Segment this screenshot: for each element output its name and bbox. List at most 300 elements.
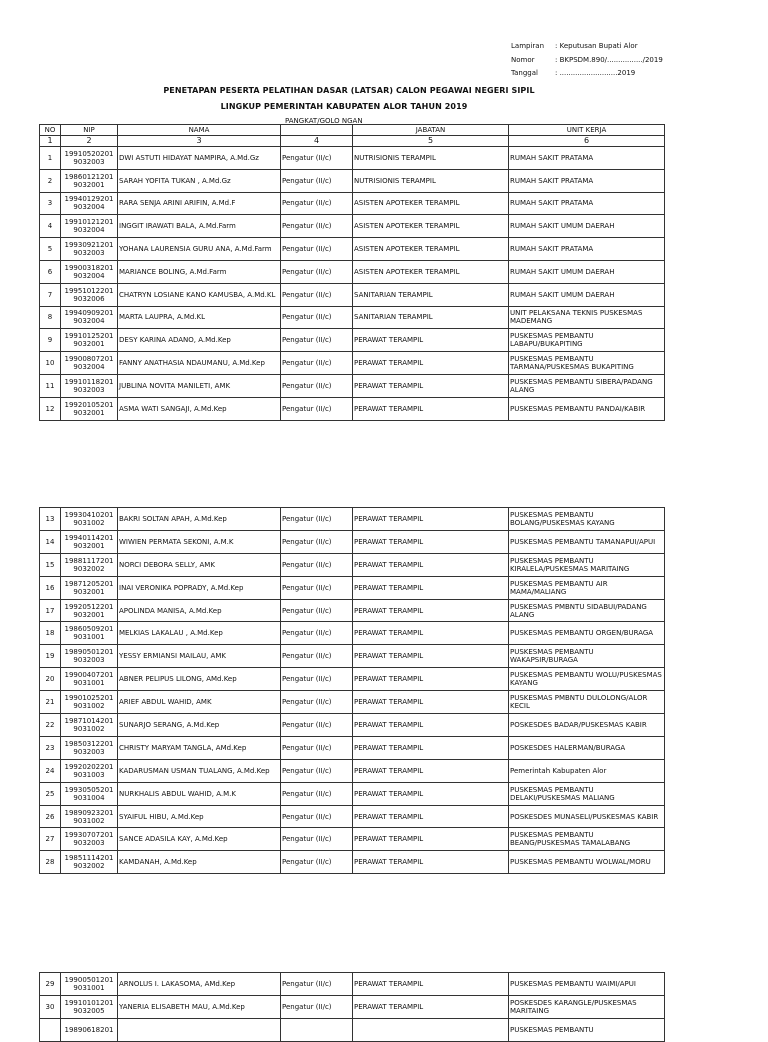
row-nip-line-2: 9032005	[73, 1007, 105, 1015]
row-pangkat: Pengatur (II/c)	[281, 329, 353, 352]
row-unit-kerja: POSKESDES BADAR/PUSKESMAS KABIR	[509, 714, 665, 737]
row-no: 27	[40, 828, 61, 851]
row-pangkat: Pengatur (II/c)	[281, 645, 353, 668]
row-nip-line-1: 19850312201	[64, 739, 114, 748]
row-unit-kerja: POSKESDES MUNASELI/PUSKESMAS KABIR	[509, 805, 665, 828]
row-unit-kerja: PUSKESMAS PEMBANTU TARMANA/PUSKESMAS BUKAPITING	[509, 352, 665, 375]
column-number-row	[40, 136, 665, 147]
table-row	[40, 169, 665, 192]
row-no: 24	[40, 759, 61, 782]
row-jabatan: PERAWAT TERAMPIL	[353, 691, 509, 714]
row-pangkat: Pengatur (II/c)	[281, 805, 353, 828]
row-unit-kerja: PUSKESMAS PEMBANTU WAIMI/APUI	[509, 973, 665, 996]
row-nip-line-2: 9032004	[73, 203, 105, 212]
row-nip-line-2: 9031003	[73, 770, 105, 779]
row-nama: INAI VERONIKA POPRADY, A.Md.Kep	[118, 576, 281, 599]
row-no: 29	[40, 973, 61, 996]
table-row	[40, 714, 665, 737]
row-unit-kerja: PUSKESMAS PEMBANTU SIBERA/PADANG ALANG	[509, 374, 665, 397]
row-jabatan: PERAWAT TERAMPIL	[353, 530, 509, 553]
row-nip-line-1: 19920512201	[64, 602, 114, 611]
row-nip	[61, 397, 118, 420]
row-no: 17	[40, 599, 61, 622]
column-number: 5	[353, 136, 509, 147]
row-nip	[61, 622, 118, 645]
row-nama: CHATRYN LOSIANE KANO KAMUSBA, A.Md.KL	[118, 283, 281, 306]
row-nip	[61, 645, 118, 668]
column-header-pangkat	[281, 117, 363, 136]
row-nip	[61, 215, 118, 238]
row-jabatan	[353, 1019, 509, 1042]
participants-table-section-1	[39, 117, 665, 421]
table-row	[40, 306, 665, 329]
row-nip	[61, 169, 118, 192]
row-unit-kerja: PUSKESMAS PEMBANTU BOLANG/PUSKESMAS KAYANG	[509, 508, 665, 531]
row-nip-line-2: 9031002	[73, 518, 105, 527]
row-nama: MELKIAS LAKALAU , A.Md.Kep	[118, 622, 281, 645]
row-pangkat: Pengatur (II/c)	[281, 530, 353, 553]
row-nip-line-2: 9031002	[73, 724, 105, 733]
row-nama: MARIANCE BOLING, A.Md.Farm	[118, 260, 281, 283]
column-header-unit-kerja: UNIT KERJA	[509, 125, 665, 136]
row-no: 2	[40, 169, 61, 192]
row-jabatan: PERAWAT TERAMPIL	[353, 645, 509, 668]
row-nama: RARA SENJA ARINI ARIFIN, A.Md.F	[118, 192, 281, 215]
lampiran-label: Lampiran	[511, 42, 545, 50]
row-pangkat: Pengatur (II/c)	[281, 374, 353, 397]
row-jabatan: PERAWAT TERAMPIL	[353, 508, 509, 531]
row-nip	[61, 238, 118, 261]
row-nip-line-1: 19900318201	[64, 263, 114, 272]
row-pangkat: Pengatur (II/c)	[281, 397, 353, 420]
row-nip-line-1: 19851114201	[64, 854, 114, 863]
row-pangkat	[281, 1019, 353, 1042]
table-row	[40, 283, 665, 306]
table-row	[40, 691, 665, 714]
document-title-line-1: PENETAPAN PESERTA PELATIHAN DASAR (LATSAR) CALON PEGAWAI NEGERI SIPIL	[163, 86, 535, 95]
row-nip-line-1: 19910520201	[64, 149, 114, 158]
tanggal-value: : ..........................2019	[555, 69, 636, 77]
row-jabatan: ASISTEN APOTEKER TERAMPIL	[353, 192, 509, 215]
row-jabatan: PERAWAT TERAMPIL	[353, 714, 509, 737]
row-nip-line-2: 9032001	[73, 408, 105, 417]
row-pangkat: Pengatur (II/c)	[281, 553, 353, 576]
table-row	[40, 329, 665, 352]
row-nip-line-1: 19940129201	[64, 195, 114, 204]
row-no: 30	[40, 996, 61, 1019]
row-nip-line-2: 9031004	[73, 793, 105, 802]
row-jabatan: NUTRISIONIS TERAMPIL	[353, 169, 509, 192]
table-row	[40, 352, 665, 375]
row-nama: NURKHALIS ABDUL WAHID, A.M.K	[118, 782, 281, 805]
row-pangkat: Pengatur (II/c)	[281, 508, 353, 531]
row-unit-kerja: RUMAH SAKIT PRATAMA	[509, 192, 665, 215]
row-nip-line-1: 19930505201	[64, 785, 114, 794]
row-nama: ASMA WATI SANGAJI, A.Md.Kep	[118, 397, 281, 420]
row-nip-line-2: 9031002	[73, 816, 105, 825]
row-nip	[61, 973, 118, 996]
row-unit-kerja: PUSKESMAS PEMBANTU WOLU/PUSKESMAS KAYANG	[509, 668, 665, 691]
row-unit-kerja: POSKESDES KARANGLE/PUSKESMAS MARITAING	[509, 996, 665, 1019]
row-nip-line-2: 9031002	[73, 702, 105, 711]
column-header-nip: NIP	[61, 125, 118, 136]
row-no: 28	[40, 851, 61, 874]
row-nama: CHRISTY MARYAM TANGLA, AMd.Kep	[118, 736, 281, 759]
row-nip-line-1: 19881117201	[64, 556, 114, 565]
row-pangkat: Pengatur (II/c)	[281, 828, 353, 851]
table-header-row	[40, 125, 665, 136]
row-nip-line-2: 9032003	[73, 747, 105, 756]
row-nip-line-2: 9032001	[73, 541, 105, 550]
row-nip	[61, 283, 118, 306]
row-nip	[61, 805, 118, 828]
row-unit-kerja: Pemerintah Kabupaten Alor	[509, 759, 665, 782]
row-nama: JUBLINA NOVITA MANILETI, AMK	[118, 374, 281, 397]
row-nama: ABNER PELIPUS LILONG, AMd.Kep	[118, 668, 281, 691]
row-nip-line-2: 9032004	[73, 271, 105, 280]
table-row	[40, 374, 665, 397]
row-nama	[118, 1019, 281, 1042]
row-nip-line-1: 19900807201	[64, 355, 114, 364]
tanggal-label: Tanggal	[511, 69, 538, 77]
row-jabatan: PERAWAT TERAMPIL	[353, 668, 509, 691]
row-nip	[61, 668, 118, 691]
row-no: 26	[40, 805, 61, 828]
row-nip-line-1: 19920202201	[64, 762, 114, 771]
row-no: 20	[40, 668, 61, 691]
column-header-no: NO	[40, 125, 61, 136]
decree-reference-block	[511, 40, 663, 81]
row-pangkat: Pengatur (II/c)	[281, 283, 353, 306]
row-nip-line-1: 19890923201	[64, 808, 114, 817]
row-nip	[61, 530, 118, 553]
row-no: 5	[40, 238, 61, 261]
row-unit-kerja: PUSKESMAS PEMBANTU PANDAI/KABIR	[509, 397, 665, 420]
table-row	[40, 645, 665, 668]
column-number: 2	[61, 136, 118, 147]
table-row	[40, 805, 665, 828]
row-no: 11	[40, 374, 61, 397]
column-number: 6	[509, 136, 665, 147]
table-row	[40, 192, 665, 215]
row-nama: APOLINDA MANISA, A.Md.Kep	[118, 599, 281, 622]
row-unit-kerja: PUSKESMAS PEMBANTU WAKAPSIR/BURAGA	[509, 645, 665, 668]
row-no: 12	[40, 397, 61, 420]
nomor-row	[511, 54, 663, 68]
row-unit-kerja: PUSKESMAS PEMBANTU KIRALELA/PUSKESMAS MARITAING	[509, 553, 665, 576]
row-unit-kerja: PUSKESMAS PEMBANTU TAMANAPUI/APUI	[509, 530, 665, 553]
row-pangkat: Pengatur (II/c)	[281, 973, 353, 996]
row-pangkat: Pengatur (II/c)	[281, 782, 353, 805]
row-nip	[61, 352, 118, 375]
row-pangkat: Pengatur (II/c)	[281, 352, 353, 375]
row-nip	[61, 851, 118, 874]
row-nip-line-2: 9032004	[73, 317, 105, 326]
row-jabatan: SANITARIAN TERAMPIL	[353, 306, 509, 329]
row-nip	[61, 759, 118, 782]
row-jabatan: ASISTEN APOTEKER TERAMPIL	[353, 238, 509, 261]
row-no: 18	[40, 622, 61, 645]
row-nip-line-1: 19910121201	[64, 218, 114, 227]
row-nip-line-1: 19940114201	[64, 533, 114, 542]
row-nip	[61, 147, 118, 170]
row-nip-line-1: 19900407201	[64, 671, 114, 680]
row-nip-line-2: 9032001	[73, 587, 105, 596]
table-row	[40, 973, 665, 996]
row-nip-line-2: 9032003	[73, 839, 105, 848]
row-no: 19	[40, 645, 61, 668]
row-nip-line-1: 19940909201	[64, 309, 114, 318]
row-unit-kerja: PUSKESMAS PMBNTU DULOLONG/ALOR KECIL	[509, 691, 665, 714]
row-unit-kerja: RUMAH SAKIT UMUM DAERAH	[509, 215, 665, 238]
row-nama: SARAH YOFITA TUKAN , A.Md.Gz	[118, 169, 281, 192]
row-nip-line-1: 19930410201	[64, 510, 114, 519]
table-row	[40, 759, 665, 782]
row-nip-line-2: 9032004	[73, 226, 105, 235]
row-nip	[61, 374, 118, 397]
row-nip-line-2: 9031001	[73, 679, 105, 688]
table-row	[40, 553, 665, 576]
table-row	[40, 397, 665, 420]
row-jabatan: PERAWAT TERAMPIL	[353, 973, 509, 996]
nomor-value: : BKPSDM.890/................/2019	[555, 55, 663, 64]
row-nip-line-1: 19890501201	[64, 648, 114, 657]
row-nip	[61, 714, 118, 737]
row-nip-line-1: 19930707201	[64, 831, 114, 840]
table-row	[40, 260, 665, 283]
row-nip-line-1: 19930921201	[64, 241, 114, 250]
row-jabatan: ASISTEN APOTEKER TERAMPIL	[353, 215, 509, 238]
row-jabatan: PERAWAT TERAMPIL	[353, 397, 509, 420]
row-nip-line-2: 9032002	[73, 862, 105, 871]
column-number: 3	[118, 136, 281, 147]
row-unit-kerja: RUMAH SAKIT UMUM DAERAH	[509, 260, 665, 283]
row-nip	[61, 736, 118, 759]
row-unit-kerja: PUSKESMAS PEMBANTU DELAKI/PUSKESMAS MALIANG	[509, 782, 665, 805]
row-nip-line-2: 9031001	[73, 984, 105, 992]
row-nip	[61, 691, 118, 714]
row-no: 23	[40, 736, 61, 759]
row-nip	[61, 508, 118, 531]
row-nip-line-1: 19910125201	[64, 332, 114, 341]
row-nip-line-1: 19910118201	[64, 377, 114, 386]
row-jabatan: PERAWAT TERAMPIL	[353, 828, 509, 851]
table-row	[40, 238, 665, 261]
participants-table-section-3	[39, 972, 665, 1042]
row-nama: ARIEF ABDUL WAHID, AMK	[118, 691, 281, 714]
row-unit-kerja: PUSKESMAS PEMBANTU AIR MAMA/MALIANG	[509, 576, 665, 599]
row-nama: SYAIFUL HIBU, A.Md.Kep	[118, 805, 281, 828]
row-nip-line-1: 19860509201	[64, 625, 114, 634]
table-row	[40, 736, 665, 759]
row-nip	[61, 599, 118, 622]
row-jabatan: PERAWAT TERAMPIL	[353, 782, 509, 805]
column-number: 4	[281, 136, 353, 147]
row-pangkat: Pengatur (II/c)	[281, 576, 353, 599]
row-jabatan: PERAWAT TERAMPIL	[353, 622, 509, 645]
row-unit-kerja: UNIT PELAKSANA TEKNIS PUSKESMAS MADEMANG	[509, 306, 665, 329]
row-pangkat: Pengatur (II/c)	[281, 306, 353, 329]
row-jabatan: PERAWAT TERAMPIL	[353, 374, 509, 397]
row-no: 7	[40, 283, 61, 306]
row-nip-line-1: 19871205201	[64, 579, 114, 588]
row-pangkat: Pengatur (II/c)	[281, 147, 353, 170]
row-jabatan: PERAWAT TERAMPIL	[353, 805, 509, 828]
row-nip	[61, 996, 118, 1019]
row-no: 4	[40, 215, 61, 238]
row-unit-kerja: RUMAH SAKIT PRATAMA	[509, 238, 665, 261]
column-number: 1	[40, 136, 61, 147]
row-jabatan: PERAWAT TERAMPIL	[353, 996, 509, 1019]
row-nip-line-2: 9032003	[73, 157, 105, 166]
table-row	[40, 508, 665, 531]
row-pangkat: Pengatur (II/c)	[281, 736, 353, 759]
row-jabatan: PERAWAT TERAMPIL	[353, 759, 509, 782]
row-nip	[61, 329, 118, 352]
row-pangkat: Pengatur (II/c)	[281, 691, 353, 714]
row-unit-kerja: POSKESDES HALERMAN/BURAGA	[509, 736, 665, 759]
table-row	[40, 215, 665, 238]
table-row	[40, 530, 665, 553]
row-nip-line-2: 9032001	[73, 610, 105, 619]
row-nip-line-2: 9032004	[73, 363, 105, 372]
row-nama: BAKRI SOLTAN APAH, A.Md.Kep	[118, 508, 281, 531]
row-nip	[61, 828, 118, 851]
row-nama: KADARUSMAN USMAN TUALANG, A.Md.Kep	[118, 759, 281, 782]
participants-table-section-2	[39, 507, 665, 874]
row-unit-kerja: PUSKESMAS PEMBANTU LABAPU/BUKAPITING	[509, 329, 665, 352]
row-nama: SANCE ADASILA KAY, A.Md.Kep	[118, 828, 281, 851]
row-jabatan: SANITARIAN TERAMPIL	[353, 283, 509, 306]
row-nama: ARNOLUS I. LAKASOMA, AMd.Kep	[118, 973, 281, 996]
row-nama: MARTA LAUPRA, A.Md.KL	[118, 306, 281, 329]
row-unit-kerja: PUSKESMAS PEMBANTU WOLWAL/MORU	[509, 851, 665, 874]
row-unit-kerja: RUMAH SAKIT PRATAMA	[509, 147, 665, 170]
document-title-line-2: LINGKUP PEMERINTAH KABUPATEN ALOR TAHUN 2019	[220, 102, 468, 111]
table-row	[40, 996, 665, 1019]
row-jabatan: PERAWAT TERAMPIL	[353, 352, 509, 375]
table-row	[40, 1019, 665, 1042]
row-nama: DWI ASTUTI HIDAYAT NAMPIRA, A.Md.Gz	[118, 147, 281, 170]
row-nip	[61, 306, 118, 329]
row-unit-kerja: RUMAH SAKIT UMUM DAERAH	[509, 283, 665, 306]
row-pangkat: Pengatur (II/c)	[281, 759, 353, 782]
row-jabatan: PERAWAT TERAMPIL	[353, 736, 509, 759]
column-header-nama: NAMA	[118, 125, 281, 136]
row-jabatan: ASISTEN APOTEKER TERAMPIL	[353, 260, 509, 283]
table-row	[40, 668, 665, 691]
column-header-pangkat-label: PANGKAT/GOLO NGAN	[285, 117, 363, 125]
row-nip-line-2: 9032001	[73, 180, 105, 189]
row-no: 13	[40, 508, 61, 531]
row-nip-line-2: 9031001	[73, 633, 105, 642]
row-no: 3	[40, 192, 61, 215]
row-no: 8	[40, 306, 61, 329]
row-nip	[61, 192, 118, 215]
table-row	[40, 851, 665, 874]
table-row	[40, 622, 665, 645]
row-nip-line-1: 19871014201	[64, 716, 114, 725]
table-row	[40, 828, 665, 851]
row-nip-line-1: 19900501201	[64, 976, 114, 984]
row-pangkat: Pengatur (II/c)	[281, 996, 353, 1019]
row-nip-line-2: 9032002	[73, 564, 105, 573]
row-pangkat: Pengatur (II/c)	[281, 238, 353, 261]
row-unit-kerja: PUSKESMAS PEMBANTU ORGEN/BURAGA	[509, 622, 665, 645]
row-unit-kerja: RUMAH SAKIT PRATAMA	[509, 169, 665, 192]
row-jabatan: PERAWAT TERAMPIL	[353, 576, 509, 599]
row-no	[40, 1019, 61, 1042]
row-nip	[61, 782, 118, 805]
row-nip	[61, 260, 118, 283]
row-nip-line-1: 19860121201	[64, 172, 114, 181]
row-jabatan: PERAWAT TERAMPIL	[353, 599, 509, 622]
row-no: 1	[40, 147, 61, 170]
row-nip	[61, 1019, 118, 1042]
tanggal-row	[511, 67, 663, 81]
row-nip	[61, 553, 118, 576]
nomor-label: Nomor	[511, 55, 535, 64]
row-nama: INGGIT IRAWATI BALA, A.Md.Farm	[118, 215, 281, 238]
row-no: 6	[40, 260, 61, 283]
row-unit-kerja: PUSKESMAS PEMBANTU	[509, 1019, 665, 1042]
row-nama: DESY KARINA ADANO, A.Md.Kep	[118, 329, 281, 352]
row-no: 25	[40, 782, 61, 805]
row-nama: KAMDANAH, A.Md.Kep	[118, 851, 281, 874]
row-nip-line-1: 19890618201	[64, 1026, 114, 1034]
row-jabatan: PERAWAT TERAMPIL	[353, 329, 509, 352]
row-nip-line-2: 9032003	[73, 385, 105, 394]
row-no: 15	[40, 553, 61, 576]
row-nip-line-1: 19920105201	[64, 400, 114, 409]
row-nip-line-2: 9032003	[73, 656, 105, 665]
row-nip-line-1: 19901025201	[64, 694, 114, 703]
row-unit-kerja: PUSKESMAS PEMBANTU BEANG/PUSKESMAS TAMALABANG	[509, 828, 665, 851]
row-nip-line-2: 9032001	[73, 340, 105, 349]
row-no: 21	[40, 691, 61, 714]
row-nip	[61, 576, 118, 599]
row-nama: NORCI DEBORA SELLY, AMK	[118, 553, 281, 576]
table-row	[40, 576, 665, 599]
row-nip-line-1: 19910101201	[64, 999, 114, 1007]
row-nama: YOHANA LAURENSIA GURU ANA, A.Md.Farm	[118, 238, 281, 261]
row-pangkat: Pengatur (II/c)	[281, 668, 353, 691]
row-nama: YESSY ERMIANSI MAILAU, AMK	[118, 645, 281, 668]
row-pangkat: Pengatur (II/c)	[281, 192, 353, 215]
row-nama: SUNARJO SERANG, A.Md.Kep	[118, 714, 281, 737]
row-jabatan: PERAWAT TERAMPIL	[353, 553, 509, 576]
row-no: 10	[40, 352, 61, 375]
table-row	[40, 599, 665, 622]
row-pangkat: Pengatur (II/c)	[281, 851, 353, 874]
row-pangkat: Pengatur (II/c)	[281, 215, 353, 238]
column-header-jabatan: JABATAN	[353, 125, 509, 136]
row-nip-line-1: 19951012201	[64, 286, 114, 295]
row-pangkat: Pengatur (II/c)	[281, 714, 353, 737]
lampiran-value: : Keputusan Bupati Alor	[555, 42, 638, 50]
table-row	[40, 782, 665, 805]
row-pangkat: Pengatur (II/c)	[281, 599, 353, 622]
table-row	[40, 147, 665, 170]
row-jabatan: PERAWAT TERAMPIL	[353, 851, 509, 874]
row-nama: YANERIA ELISABETH MAU, A.Md.Kep	[118, 996, 281, 1019]
row-no: 16	[40, 576, 61, 599]
lampiran-row	[511, 40, 663, 54]
row-no: 9	[40, 329, 61, 352]
row-nama: WIWIEN PERMATA SEKONI, A.M.K	[118, 530, 281, 553]
row-pangkat: Pengatur (II/c)	[281, 622, 353, 645]
row-unit-kerja: PUSKESMAS PMBNTU SIDABUI/PADANG ALANG	[509, 599, 665, 622]
